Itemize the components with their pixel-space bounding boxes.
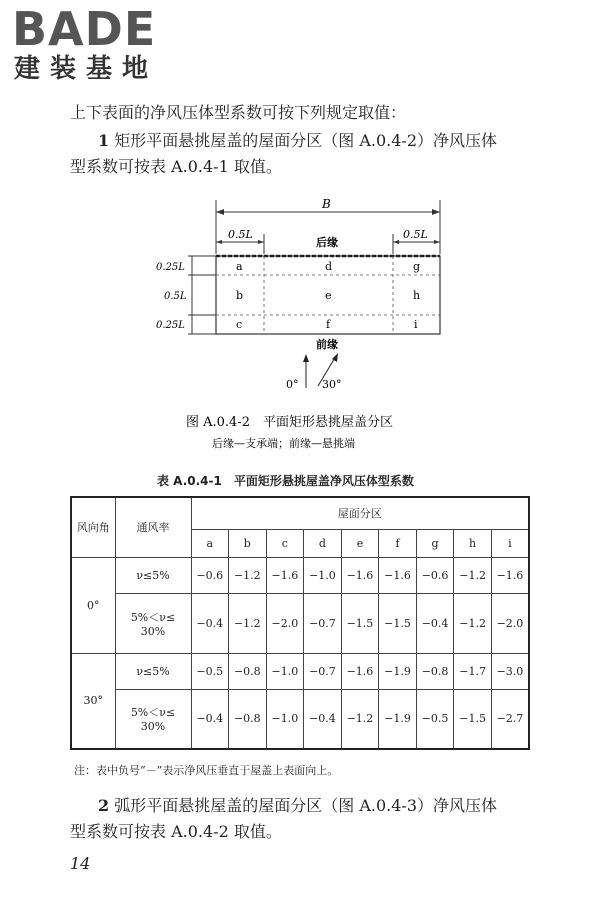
- zone-i: i: [414, 318, 418, 331]
- value-cell: −1.2: [229, 557, 267, 593]
- vent-line2: 30%: [140, 720, 166, 734]
- header-angle: 风向角: [71, 497, 115, 557]
- table-row: [71, 653, 529, 689]
- table-row: [71, 689, 529, 749]
- value-cell: −0.5: [191, 653, 229, 689]
- item1-line2: 型系数可按表 A.0.4-1 取值。: [70, 157, 282, 176]
- logo-wordmark: BADE: [12, 2, 157, 56]
- zone-c: c: [236, 318, 243, 331]
- zone-b: b: [236, 289, 244, 302]
- item1-line1: [98, 128, 497, 154]
- vdim-mid-label: 0.5L: [164, 291, 187, 302]
- value-cell: −0.7: [304, 653, 342, 689]
- value-cell: −2.0: [266, 593, 304, 653]
- zone-a: a: [236, 260, 243, 273]
- wind-arrow-0-head: [303, 354, 309, 362]
- dim-left-label: 0.5L: [228, 228, 253, 241]
- item1-text1: 矩形平面悬挑屋盖的屋面分区（图 A.0.4-2）净风压体: [114, 131, 497, 150]
- zone-col-a: a: [191, 529, 229, 557]
- vent-line1: 5%＜ν≤: [130, 706, 176, 720]
- figure-caption: 图 A.0.4-2 平面矩形悬挑屋盖分区: [186, 415, 393, 430]
- vent-cell: [115, 689, 191, 749]
- back-edge-label: 后缘: [316, 236, 338, 249]
- value-cell: −1.9: [379, 653, 417, 689]
- zone-col-f: f: [379, 529, 417, 557]
- wind-angle-30: 30°: [322, 378, 342, 391]
- header-vent: 通风率: [115, 497, 191, 557]
- vent-line1: 5%＜ν≤: [130, 610, 176, 624]
- angle-cell-30: 30°: [71, 653, 115, 749]
- figure-subcaption: 后缘—支承端；前缘—悬挑端: [212, 437, 355, 450]
- zone-col-g: g: [416, 529, 454, 557]
- value-cell: −1.6: [491, 557, 529, 593]
- zone-f: f: [326, 318, 331, 331]
- value-cell: −1.0: [304, 557, 342, 593]
- value-cell: −0.6: [416, 557, 454, 593]
- zone-h: h: [413, 289, 421, 302]
- angle-cell-0: 0°: [71, 557, 115, 653]
- value-cell: −1.6: [266, 557, 304, 593]
- dim-B-arrow-right: [432, 209, 440, 215]
- value-cell: −1.5: [379, 593, 417, 653]
- value-cell: −0.5: [416, 689, 454, 749]
- zone-col-h: h: [454, 529, 492, 557]
- value-cell: −1.7: [454, 653, 492, 689]
- dim-right-arrow-a: [393, 240, 399, 244]
- dim-left-arrow-a: [216, 240, 222, 244]
- figure-roof-zones: [0, 190, 600, 460]
- value-cell: −0.4: [304, 689, 342, 749]
- value-cell: −0.4: [191, 593, 229, 653]
- table-header-row-1: [71, 497, 529, 529]
- vent-cell: [115, 593, 191, 653]
- coefficient-table: [70, 496, 530, 750]
- value-cell: −2.0: [491, 593, 529, 653]
- value-cell: −1.6: [341, 557, 379, 593]
- item2-line1: [98, 793, 497, 819]
- vdim-top-label: 0.25L: [156, 262, 185, 273]
- value-cell: −0.4: [191, 689, 229, 749]
- value-cell: −1.9: [379, 689, 417, 749]
- zone-col-e: e: [341, 529, 379, 557]
- vent-line2: 30%: [140, 624, 166, 638]
- value-cell: −1.2: [229, 593, 267, 653]
- dim-B-label: B: [322, 197, 331, 211]
- value-cell: −1.0: [266, 689, 304, 749]
- value-cell: −1.5: [341, 593, 379, 653]
- logo-subtitle: 建装基地: [14, 54, 159, 84]
- value-cell: −3.0: [491, 653, 529, 689]
- item2-number: 2: [98, 796, 110, 815]
- wind-angle-0: 0°: [286, 378, 299, 391]
- intro-paragraph: 上下表面的净风压体型系数可按下列规定取值：: [70, 103, 407, 122]
- value-cell: −1.2: [341, 689, 379, 749]
- item2-text1: 弧形平面悬挑屋盖的屋面分区（图 A.0.4-3）净风压体: [114, 796, 497, 815]
- front-edge-label: 前缘: [316, 338, 338, 351]
- value-cell: −0.6: [191, 557, 229, 593]
- table-row: [71, 557, 529, 593]
- vent-cell: ν≤5%: [115, 653, 191, 689]
- value-cell: −1.5: [454, 689, 492, 749]
- item2-line2: 型系数可按表 A.0.4-2 取值。: [70, 822, 282, 841]
- zone-col-c: c: [266, 529, 304, 557]
- value-cell: −0.4: [416, 593, 454, 653]
- value-cell: −0.7: [304, 593, 342, 653]
- vdim-bot-label: 0.25L: [156, 320, 185, 331]
- value-cell: −0.8: [229, 653, 267, 689]
- value-cell: −1.0: [266, 653, 304, 689]
- zone-col-i: i: [491, 529, 529, 557]
- value-cell: −1.6: [379, 557, 417, 593]
- page-number: 14: [70, 854, 91, 873]
- vent-cell: ν≤5%: [115, 557, 191, 593]
- dim-left-arrow-b: [258, 240, 264, 244]
- value-cell: −1.2: [454, 593, 492, 653]
- table-row: [71, 593, 529, 653]
- zone-g: g: [413, 260, 421, 273]
- item1-number: 1: [98, 131, 110, 150]
- dim-right-arrow-b: [434, 240, 440, 244]
- header-zone: 屋面分区: [191, 497, 529, 529]
- value-cell: −1.6: [341, 653, 379, 689]
- table-note: 注：表中负号“－”表示净风压垂直于屋盖上表面向上。: [74, 764, 339, 777]
- value-cell: −2.7: [491, 689, 529, 749]
- zone-d: d: [325, 260, 333, 273]
- dim-B-arrow-left: [216, 209, 224, 215]
- value-cell: −0.8: [229, 689, 267, 749]
- zone-col-d: d: [304, 529, 342, 557]
- zone-col-b: b: [229, 529, 267, 557]
- zone-e: e: [325, 289, 332, 302]
- value-cell: −1.2: [454, 557, 492, 593]
- table-title: 表 A.0.4-1 平面矩形悬挑屋盖净风压体型系数: [157, 474, 414, 488]
- value-cell: −0.8: [416, 653, 454, 689]
- dim-right-label: 0.5L: [403, 228, 428, 241]
